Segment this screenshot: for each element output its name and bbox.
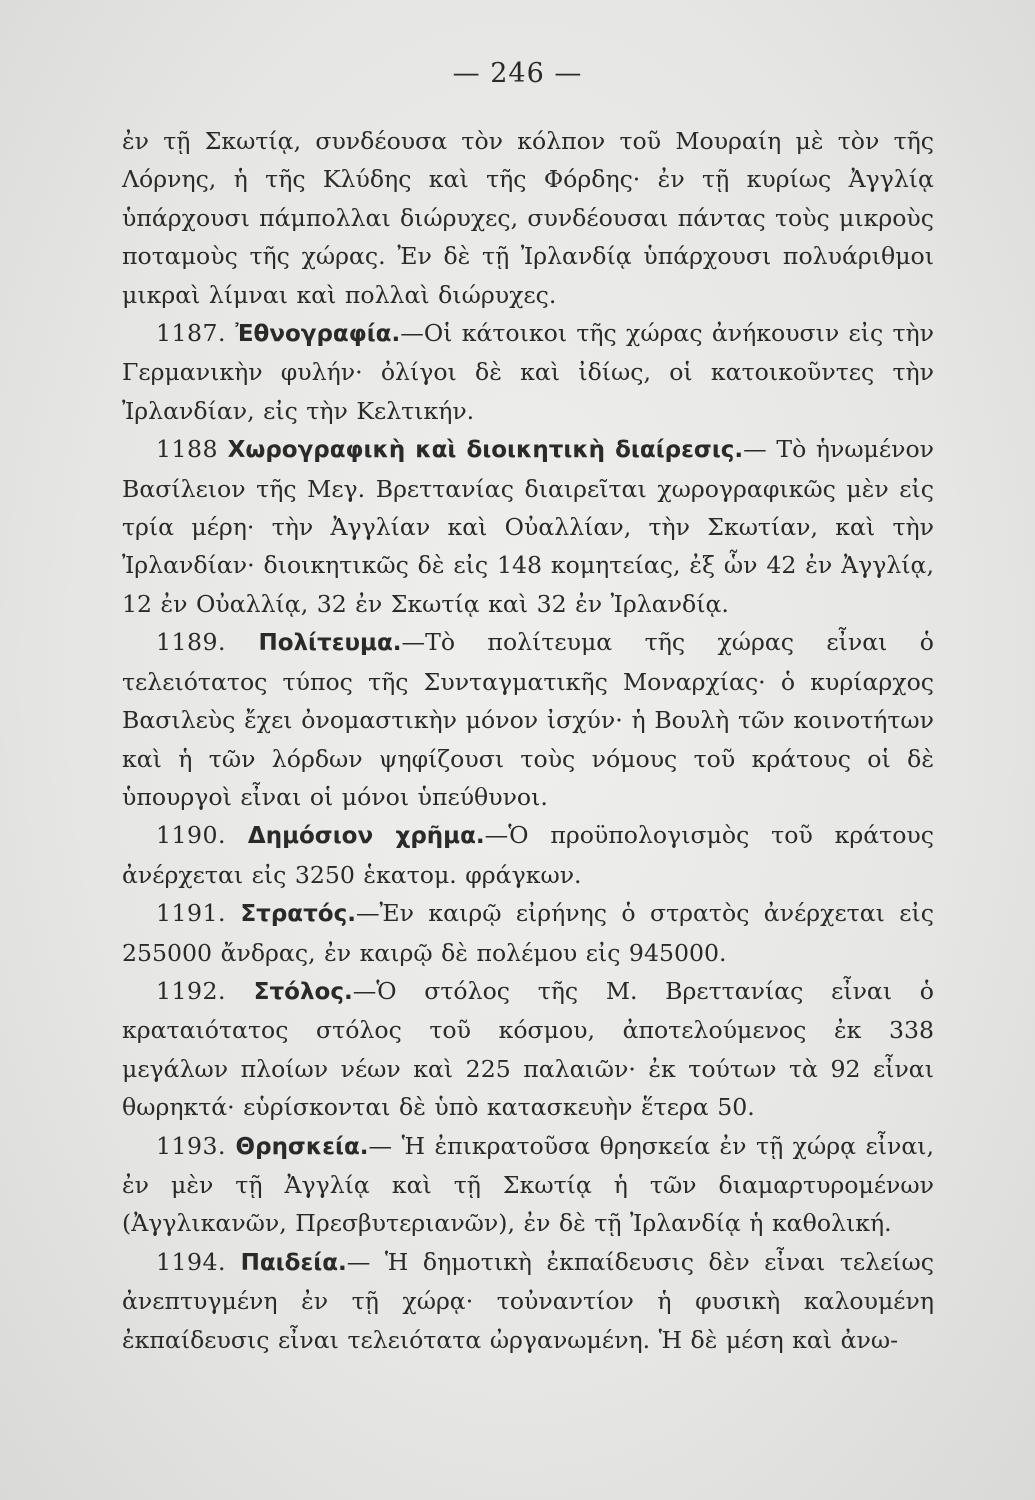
section-1191 xyxy=(122,894,934,972)
paragraph-continuation xyxy=(122,122,934,314)
section-number: 1191. xyxy=(156,899,227,928)
section-1194 xyxy=(122,1243,934,1359)
section-heading: Δημόσιον χρῆμα. xyxy=(247,823,485,850)
section-1188 xyxy=(122,430,934,623)
section-heading: Πολίτευμα. xyxy=(258,630,402,657)
section-number: 1188 xyxy=(156,435,219,464)
section-number: 1193. xyxy=(156,1131,227,1160)
section-text: —Ὁ στόλος τῆς Μ. Βρεττανίας εἶναι ὁ κραταιότατος στόλος τοῦ κόσμου, ἀποτελούμενος ἐκ 338 μεγάλων πλοίων νέων καὶ 225 παλαιῶν· ἐκ τούτων τὰ 92 εἶναι θωρηκτά· εὑρίσκονται δὲ ὑπὸ κατασκευὴν ἕτερα 50. xyxy=(122,976,935,1122)
section-heading: Στόλος. xyxy=(253,978,353,1005)
section-heading: Ἐθνογραφία. xyxy=(235,321,401,348)
section-text: —Τὸ πολίτευμα τῆς χώρας εἶναι ὁ τελειότατος τύπος τῆς Συνταγματικῆς Μοναρχίας· ὁ κυρίαρχος Βασιλεὺς ἔχει ὀνομαστικὴν μόνον ἰσχύν· ἡ Βουλὴ τῶν κοινοτήτων καὶ ἡ τῶν λόρδων ψηφίζουσι τοὺς νόμους τοῦ κράτους οἱ δὲ ὑπουργοὶ εἶναι οἱ μόνοι ὑπεύθυνοι. xyxy=(122,628,934,811)
section-1189 xyxy=(122,623,934,816)
section-number: 1194. xyxy=(156,1247,227,1276)
section-number: 1190. xyxy=(156,821,227,850)
section-number: 1187. xyxy=(156,319,227,348)
section-text: —Ὁ προϋπολογισμὸς τοῦ κράτους ἀνέρχεται εἰς 3250 ἑκατομ. φράγκων. xyxy=(122,821,934,889)
section-text: — Ἡ ἐπικρατοῦσα θρησκεία ἐν τῇ χώρᾳ εἶναι, ἐν μὲν τῇ Ἀγγλίᾳ καὶ τῇ Σκωτίᾳ ἡ τῶν διαμαρτυρομένων (Ἀγγλικανῶν, Πρεσβυτεριανῶν), ἐν δὲ τῇ Ἰρλανδίᾳ ἡ καθολική. xyxy=(122,1131,935,1238)
section-heading: Θρησκεία. xyxy=(235,1133,369,1160)
section-heading: Στρατός. xyxy=(240,901,356,928)
section-1190 xyxy=(122,816,934,894)
section-text: — Ἡ δημοτικὴ ἐκπαίδευσις δὲν εἶναι τελείως ἀνεπτυγμένη ἐν τῇ χώρᾳ· τοὐναντίον ἡ φυσικὴ καλουμένη ἐκπαίδευσις εἶναι τελειότατα ὠργανωμένη. Ἡ δὲ μέση καὶ ἀνω- xyxy=(122,1247,935,1354)
section-1193 xyxy=(122,1127,934,1243)
paragraph-text: ἐν τῇ Σκωτίᾳ, συνδέουσα τὸν κόλπον τοῦ Μουραίη μὲ τὸν τῆς Λόρνης, ἡ τῆς Κλύδης καὶ τῆς Φόρδης· ἐν τῇ κυρίως Ἀγγλίᾳ ὑπάρχουσι πάμπολλαι διώρυχες, συνδέουσαι πάντας τοὺς μικροὺς ποταμοὺς τῆς χώρας. Ἐν δὲ τῇ Ἰρλανδίᾳ ὑπάρχουσι πολυάριθμοι μικραὶ λίμναι καὶ πολλαὶ διώρυχες. xyxy=(122,127,934,309)
section-text: —Οἱ κάτοικοι τῆς χώρας ἀνήκουσιν εἰς τὴν Γερμανικὴν φυλήν· ὀλίγοι δὲ καὶ ἰδίως, οἱ κατοικοῦντες τὴν Ἰρλανδίαν, εἰς τὴν Κελτικήν. xyxy=(122,319,935,425)
section-text: —Ἐν καιρῷ εἰρήνης ὁ στρατὸς ἀνέρχεται εἰς 255000 ἄνδρας, ἐν καιρῷ δὲ πολέμου εἰς 945000. xyxy=(122,899,934,967)
section-heading: Παιδεία. xyxy=(240,1249,347,1276)
section-number: 1189. xyxy=(156,628,227,657)
section-number: 1192. xyxy=(156,976,227,1005)
section-1192 xyxy=(122,972,934,1127)
section-heading: Χωρογραφικὴ καὶ διοικητικὴ διαίρεσις. xyxy=(227,437,744,464)
page-number: — 246 — xyxy=(452,58,583,89)
page-body xyxy=(122,122,934,1359)
section-1187 xyxy=(122,314,934,430)
section-text: — Τὸ ἡνωμένον Βασίλειον τῆς Μεγ. Βρεττανίας διαιρεῖται χωρογραφικῶς μὲν εἰς τρία μέρη· τὴν Ἀγγλίαν καὶ Οὐαλλίαν, τὴν Σκωτίαν, καὶ τὴν Ἰρλανδίαν· διοικητικῶς δὲ εἰς 148 κομητείας, ἐξ ὧν 42 ἐν Ἀγγλίᾳ, 12 ἐν Οὐαλλίᾳ, 32 ἐν Σκωτίᾳ καὶ 32 ἐν Ἰρλανδίᾳ. xyxy=(122,435,935,618)
